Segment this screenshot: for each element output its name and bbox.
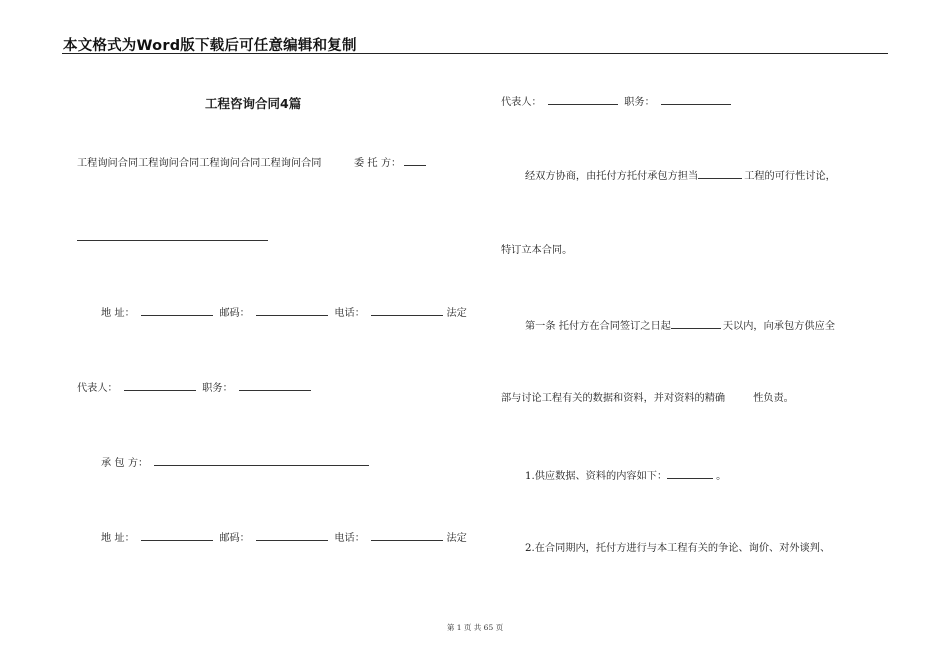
rep-blank (124, 380, 196, 391)
rep-label: 代表人： (77, 383, 118, 394)
paragraph-3-text-a: 第一条 托付方在合同签订之日起 (525, 321, 671, 332)
client-address-line (101, 305, 467, 321)
legal-label: 法定 (446, 533, 467, 544)
paragraph-5 (525, 468, 726, 484)
paragraph-1 (525, 168, 836, 184)
paragraph-5-text-b: 。 (716, 471, 727, 482)
contractor-rep-line (501, 94, 734, 110)
project-blank (698, 168, 742, 179)
rep-blank (548, 94, 618, 105)
client-blank (404, 155, 426, 166)
rep-label: 代表人： (501, 97, 542, 108)
postcode-label: 邮码： (219, 533, 250, 544)
position-label: 职务： (202, 383, 233, 394)
header-rule (62, 53, 888, 54)
contractor-blank (154, 455, 369, 466)
address-blank (141, 530, 213, 541)
client-name-blank (77, 240, 268, 241)
contractor-label: 承 包 方： (101, 458, 149, 469)
position-blank (661, 94, 731, 105)
postcode-label: 邮码： (219, 308, 250, 319)
paragraph-1-text-a: 经双方协商，由托付方托付承包方担当 (525, 171, 699, 182)
client-rep-line (77, 380, 314, 396)
intro-line (77, 155, 429, 171)
download-banner: 本文格式为Word版下载后可任意编辑和复制 (63, 38, 357, 54)
paragraph-4-text-a: 部与讨论工程有关的数据和资料，并对资料的精确 (501, 393, 726, 404)
position-label: 职务： (624, 97, 655, 108)
client-label: 委 托 方： (354, 158, 402, 169)
phone-label: 电话： (334, 308, 365, 319)
address-label: 地 址： (101, 533, 135, 544)
contractor-line (101, 455, 372, 471)
phone-blank (371, 305, 443, 316)
page-footer: 第 1 页 共 65 页 (446, 623, 504, 632)
days-blank (671, 318, 721, 329)
legal-label: 法定 (446, 308, 467, 319)
contractor-address-line (101, 530, 467, 546)
paragraph-1-text-b: 工程的可行性讨论， (744, 171, 836, 182)
address-blank (141, 305, 213, 316)
address-label: 地 址： (101, 308, 135, 319)
paragraph-4-text-b: 性负责。 (753, 393, 794, 404)
document-title: 工程咨询合同4篇 (205, 96, 302, 111)
paragraph-4 (501, 392, 794, 406)
phone-blank (371, 530, 443, 541)
paragraph-2: 特订立本合同。 (501, 245, 573, 256)
paragraph-3 (525, 318, 835, 334)
postcode-blank (256, 305, 328, 316)
paragraph-6: 2.在合同期内，托付方进行与本工程有关的争论、询价、对外谈判、 (525, 543, 831, 554)
postcode-blank (256, 530, 328, 541)
content-blank (667, 468, 713, 479)
phone-label: 电话： (334, 533, 365, 544)
position-blank (239, 380, 311, 391)
paragraph-3-text-b: 天以内，向承包方供应全 (722, 321, 835, 332)
paragraph-5-text-a: 1.供应数据、资料的内容如下： (525, 471, 668, 482)
intro-text: 工程询问合同工程询问合同工程询问合同工程询问合同 (77, 158, 322, 169)
